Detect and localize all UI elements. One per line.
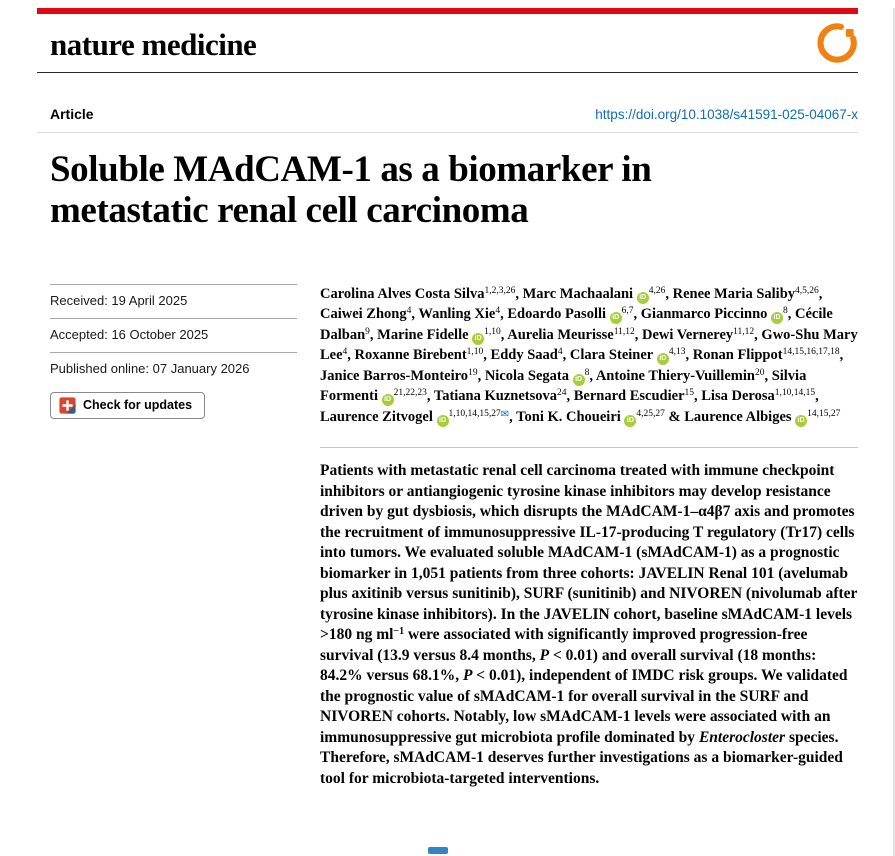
author-affiliation-sup: 8 xyxy=(783,306,788,317)
history-row xyxy=(50,284,297,318)
author-affiliation-sup: 4,26 xyxy=(648,285,666,296)
author: Tatiana Kuznetsova$^{24}$, xyxy=(433,388,574,405)
author: Aurelia Meurisse$^{11,12}$, xyxy=(507,326,642,343)
author: Lisa Derosa$^{1,10,14,15}$, xyxy=(701,388,819,405)
author: Eddy Saad$^4$, xyxy=(490,347,570,364)
author-affiliation-sup: 9 xyxy=(365,326,370,337)
orcid-icon[interactable]: iD xyxy=(437,415,449,427)
author: Caiwei Zhong$^4$, xyxy=(320,306,419,323)
author: Toni K. Choueiri iD$^{4,25,27}$ & xyxy=(516,408,685,425)
abstract-segment: were associated with significantly improved progression-free survival (13.9 versus 8.4 months, xyxy=(320,626,808,664)
author: Silvia Formenti iD$^{21,22,23}$, xyxy=(320,367,807,405)
orcid-icon[interactable]: iD xyxy=(771,312,783,324)
open-access-icon xyxy=(816,22,858,64)
author: Renee Maria Saliby$^{4,5,26}$, xyxy=(672,285,823,302)
orcid-icon[interactable]: iD xyxy=(637,292,649,304)
orcid-icon[interactable]: iD xyxy=(472,333,484,345)
orcid-icon[interactable]: iD xyxy=(610,312,622,324)
history-label: Accepted: xyxy=(50,326,112,342)
author-affiliation-sup: 19 xyxy=(468,367,478,378)
author-affiliation-sup: 11,12 xyxy=(733,326,755,337)
history-value: 07 January 2026 xyxy=(152,360,250,376)
history-row xyxy=(50,318,297,352)
author-affiliation-sup: 1,10,14,15 xyxy=(774,388,816,399)
author: Cécile Dalban$^9$, xyxy=(320,306,833,343)
orcid-icon[interactable]: iD xyxy=(382,394,394,406)
author: Marine Fidelle iD$^{1,10}$, xyxy=(377,326,508,343)
author: Janice Barros-Monteiro$^{19}$, xyxy=(320,367,485,384)
article-type-label: Article xyxy=(50,106,94,122)
author-affiliation-sup: 4 xyxy=(495,306,501,317)
author: Antoine Thiery-Vuillemin$^{20}$, xyxy=(595,367,772,384)
author-affiliation-sup: 4 xyxy=(406,306,412,317)
author-affiliation-sup: 1,10,14,15,27 xyxy=(448,408,501,419)
orcid-icon[interactable]: iD xyxy=(795,415,807,427)
author-affiliation-sup: 8 xyxy=(584,367,590,378)
author-affiliation-sup: 11,12 xyxy=(613,326,635,337)
history-value: 19 April 2025 xyxy=(111,292,188,308)
masthead xyxy=(37,14,858,73)
abstract-segment: Enterocloster xyxy=(698,728,786,746)
orcid-icon[interactable]: iD xyxy=(624,415,636,427)
author: Clara Steiner iD$^{4,13}$, xyxy=(569,347,693,364)
history-list xyxy=(50,284,297,386)
author: Carolina Alves Costa Silva$^{1,2,3,26}$, xyxy=(320,285,523,302)
author: Wanling Xie$^4$, xyxy=(418,306,508,323)
author-affiliation-sup: 4 xyxy=(557,347,563,358)
author: Dewi Vernerey$^{11,12}$, xyxy=(641,326,762,343)
author-affiliation-sup: 15 xyxy=(684,388,695,399)
check-for-updates-button[interactable] xyxy=(50,392,205,419)
author-affiliation-sup: 1,2,3,26 xyxy=(484,285,516,296)
author-affiliation-sup: 20 xyxy=(754,367,765,378)
author-affiliation-sup: 1,10 xyxy=(484,326,501,337)
abstract-text xyxy=(320,447,858,789)
author: Roxanne Birebent$^{1,10}$, xyxy=(354,347,491,364)
author-affiliation-sup: 4 xyxy=(342,347,348,358)
email-icon[interactable]: ✉ xyxy=(500,408,510,420)
article-main xyxy=(320,284,858,790)
author-affiliation-sup: 4,13 xyxy=(668,347,686,358)
article-meta-bar xyxy=(37,73,858,133)
orcid-icon[interactable]: iD xyxy=(573,374,585,386)
author: Marc Machaalani iD$^{4,26}$, xyxy=(522,285,673,302)
cropped-text-fragment xyxy=(428,847,448,854)
content-columns xyxy=(37,284,858,790)
abstract-segment: P xyxy=(462,667,473,685)
author: Gianmarco Piccinno $iD^8$, xyxy=(640,306,796,323)
check-for-updates-label: Check for updates xyxy=(83,398,193,413)
history-row xyxy=(50,352,297,386)
author-affiliation-sup: 4,5,26 xyxy=(795,285,819,296)
author: Gwo-Shu Mary Lee$^4$, xyxy=(320,326,858,364)
doi-link[interactable]: https://doi.org/10.1038/s41591-025-04067-x xyxy=(595,107,858,122)
author: Nicola Segata $iD^8$, xyxy=(484,367,596,384)
author-list xyxy=(320,284,858,430)
author: Laurence Albiges iD$^{14,15,27}$ xyxy=(684,408,841,425)
abstract-segment: < 0.01), independent of IMDC risk groups. We validated the prognostic value of sMAdCAM-1 for overall survival in the SURF and NIVOREN cohorts. Notably, low sMAdCAM-1 levels were associated with an immunosuppressive gut microbiota profile dominated by xyxy=(320,667,848,746)
abstract-segment: Patients with metastatic renal cell carcinoma treated with immune checkpoint inhibitors or antiangiogenic tyrosine kinase inhibitors may develop resistance driven by gut dysbiosis, which disrupts the MAdCAM-1–α4β7 axis and promotes the recruitment of immunosuppressive IL-17-producing T regulatory (Tr17) cells into tumors. We evaluated soluble MAdCAM-1 (sMAdCAM-1) as a prognostic biomarker in 1,051 patients from three cohorts: JAVELIN Renal 101 (avelumab plus axitinib versus sunitinib), SURF (sunitinib) and NIVOREN (nivolumab after tyrosine kinase inhibitors). In the JAVELIN cohort, baseline sMAdCAM-1 levels >180 ng ml xyxy=(320,462,858,644)
journal-logo: nature medicine xyxy=(50,26,257,62)
author: Laurence Zitvogel $iD^{1,10,14,15,27✉}$, xyxy=(320,408,517,425)
abstract-segment: −1 xyxy=(393,626,405,638)
author-affiliation-sup: 21,22,23 xyxy=(393,388,427,399)
article-history-sidebar xyxy=(50,284,297,790)
author-affiliation-sup: 6,7 xyxy=(621,306,634,317)
author: Ronan Flippot$^{14,15,16,17,18}$, xyxy=(692,347,844,364)
author: Edoardo Pasolli iD$^{6,7}$, xyxy=(507,306,641,323)
abstract-segment: P xyxy=(539,646,550,664)
author-affiliation-sup: 4,25,27 xyxy=(636,408,665,419)
abstract-segment: species. Therefore, sMAdCAM-1 deserves further investigations as a biomarker-guided tool for microbiota-targeted interventions. xyxy=(320,728,843,787)
author-affiliation-sup: 24 xyxy=(557,388,567,399)
history-value: 16 October 2025 xyxy=(111,326,209,342)
history-label: Received: xyxy=(50,292,112,308)
article-title: Soluble MAdCAM-1 as a biomarker in metastatic renal cell carcinoma xyxy=(50,149,652,232)
article-page xyxy=(0,8,895,789)
abstract-segment: < 0.01) and overall survival (18 months: 84.2% versus 68.1%, xyxy=(320,646,817,685)
author: Bernard Escudier$^{15}$, xyxy=(573,388,702,405)
crossmark-icon xyxy=(59,397,76,414)
author-affiliation-sup: 1,10 xyxy=(466,347,484,358)
orcid-icon[interactable]: iD xyxy=(657,353,669,365)
author-affiliation-sup: 14,15,27 xyxy=(807,408,841,419)
author-affiliation-sup: 14,15,16,17,18 xyxy=(782,347,840,358)
history-label: Published online: xyxy=(50,360,153,376)
